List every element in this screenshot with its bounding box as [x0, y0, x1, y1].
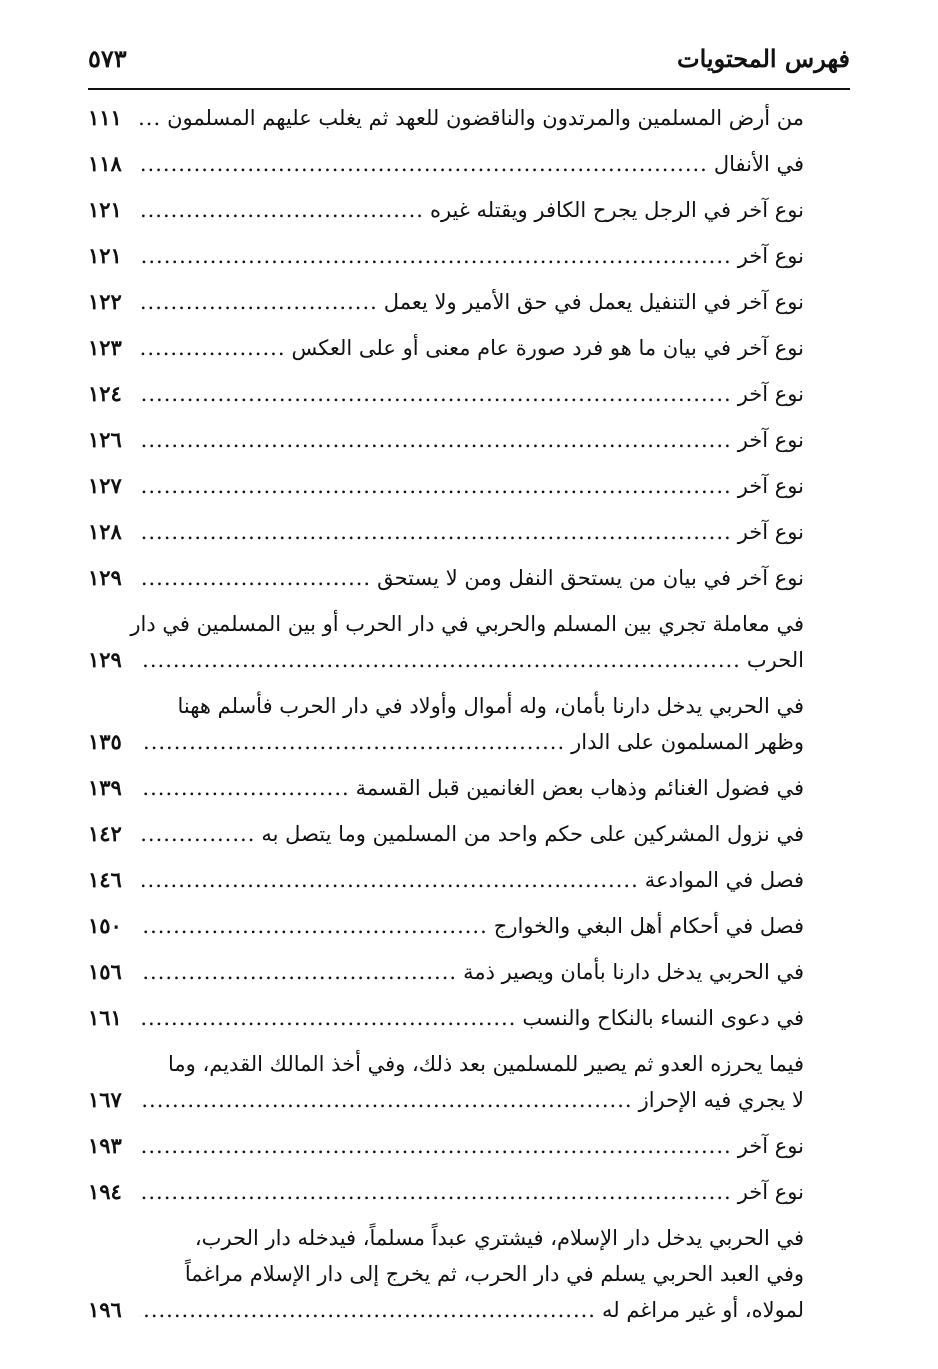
toc-entry: [88, 606, 804, 678]
toc-entry-title: نوع آخر: [737, 1134, 804, 1158]
running-title: فهرس المحتويات: [676, 44, 850, 73]
dot-leader: [140, 514, 732, 550]
toc-entry: [88, 770, 804, 806]
dot-leader: [140, 862, 639, 898]
dot-leader: [140, 1174, 732, 1210]
toc-page-number: ١٢٢: [88, 289, 122, 314]
toc-page-number: ١١١: [88, 105, 122, 130]
toc-page-number: ١٢٧: [88, 473, 122, 498]
toc-entry-title-row: [88, 770, 804, 806]
toc-entry-line: وفي العبد الحربي يسلم في دار الحرب، ثم يخرج إلى دار الإسلام مراغماً: [184, 1262, 804, 1286]
toc-entry: [88, 284, 804, 320]
dot-leader: [140, 376, 732, 412]
toc-entry-title-row: [88, 100, 804, 136]
toc-entry-title-row: [88, 376, 804, 412]
toc-page-number: ١٢٨: [88, 519, 122, 544]
toc-page-number: ١٦٧: [88, 1087, 122, 1112]
toc-entry: [88, 908, 804, 944]
toc-page-number: ١٥٦: [88, 959, 122, 984]
toc-entry-title: نوع آخر: [737, 428, 804, 452]
toc-entry-line: فيما يحرزه العدو ثم يصير للمسلمين بعد ذلك، وفي أخذ المالك القديم، وما: [168, 1052, 804, 1076]
toc-page-number: ١٢٩: [88, 647, 122, 672]
toc-entry: [88, 192, 804, 228]
dot-leader: [140, 1292, 596, 1328]
toc-entry-title: في نزول المشركين على حكم واحد من المسلمين وما يتصل به: [261, 822, 804, 846]
toc-entry: [88, 146, 804, 182]
toc-entry-title-row: [88, 642, 804, 678]
toc-entry-title-row: [88, 1128, 804, 1164]
dot-leader: [140, 908, 488, 944]
toc-page-number: ١٩٣: [88, 1133, 122, 1158]
toc-entry: [88, 514, 804, 550]
dot-leader: [140, 146, 708, 182]
toc-entry-title-row: [88, 1082, 804, 1118]
table-of-contents: [88, 100, 804, 1338]
toc-page-number: ١٤٦: [88, 867, 122, 892]
dot-leader: [140, 724, 565, 760]
toc-entry: [88, 330, 804, 366]
toc-entry-title-row: [88, 908, 804, 944]
toc-entry: [88, 560, 804, 596]
toc-page-number: ١٥٠: [88, 913, 122, 938]
dot-leader: [140, 642, 741, 678]
toc-entry-title-row: [88, 862, 804, 898]
dot-leader: [140, 1082, 633, 1118]
dot-leader: [140, 816, 255, 852]
dot-leader: [140, 330, 286, 366]
toc-entry-title-row: [88, 1000, 804, 1036]
toc-page-number: ١٢٩: [88, 565, 122, 590]
toc-entry-title-row: [88, 954, 804, 990]
toc-entry-title: في دعوى النساء بالنكاح والنسب: [522, 1006, 804, 1030]
toc-entry: [88, 688, 804, 760]
toc-entry-line: في الحربي يدخل دار الإسلام، فيشتري عبداً مسلماً، فيدخله دار الحرب،: [194, 1226, 804, 1250]
dot-leader: [140, 192, 424, 228]
toc-entry: [88, 954, 804, 990]
dot-leader: [140, 1000, 516, 1036]
toc-entry-title: فصل في الموادعة: [644, 868, 804, 892]
dot-leader: [140, 422, 732, 458]
toc-entry: [88, 100, 804, 136]
toc-page-number: ١٩٦: [88, 1297, 122, 1322]
toc-page-number: ١٢٦: [88, 427, 122, 452]
toc-page-number: ١١٨: [88, 151, 122, 176]
toc-entry-title: نوع آخر: [737, 382, 804, 406]
toc-entry: [88, 1128, 804, 1164]
toc-entry-title: نوع آخر: [737, 520, 804, 544]
dot-leader: [140, 560, 371, 596]
toc-entry-title-row: [88, 468, 804, 504]
page-number: ٥٧٣: [88, 44, 127, 73]
toc-entry-title: في الحربي يدخل دارنا بأمان ويصير ذمة: [463, 960, 804, 984]
toc-entry-title: في فضول الغنائم وذهاب بعض الغانمين قبل القسمة: [355, 776, 804, 800]
dot-leader: [140, 770, 350, 806]
toc-entry-title: فصل في أحكام أهل البغي والخوارج: [493, 914, 804, 938]
dot-leader: [140, 100, 161, 136]
toc-entry: [88, 1220, 804, 1328]
toc-page-number: ١٢١: [88, 197, 122, 222]
toc-entry-line: في الحربي يدخل دارنا بأمان، وله أموال وأولاد في دار الحرب فأسلم ههنا: [177, 694, 804, 718]
toc-entry-title: لمولاه، أو غير مراغم له: [601, 1298, 804, 1322]
dot-leader: [140, 284, 378, 320]
toc-entry-title-row: [88, 238, 804, 274]
dot-leader: [140, 954, 457, 990]
toc-page-number: ١٣٩: [88, 775, 122, 800]
toc-page-number: ١٣٥: [88, 729, 122, 754]
toc-entry-title-row: [88, 1292, 804, 1328]
toc-entry-title-row: [88, 724, 804, 760]
toc-entry-title-row: [88, 284, 804, 320]
toc-entry-title: نوع آخر: [737, 1180, 804, 1204]
toc-entry: [88, 862, 804, 898]
toc-entry-title: لا يجري فيه الإحراز: [638, 1088, 804, 1112]
toc-entry-title: نوع آخر في التنفيل يعمل في حق الأمير ولا يعمل: [383, 290, 804, 314]
toc-entry-title-row: [88, 422, 804, 458]
toc-page-number: ١٤٢: [88, 821, 122, 846]
toc-entry-title-row: [88, 1174, 804, 1210]
toc-entry-title-row: [88, 514, 804, 550]
toc-entry-title: نوع آخر: [737, 244, 804, 268]
toc-page-number: ١٦١: [88, 1005, 122, 1030]
toc-entry: [88, 1000, 804, 1036]
toc-entry: [88, 238, 804, 274]
dot-leader: [140, 468, 732, 504]
page-header: [88, 40, 850, 90]
toc-entry: [88, 468, 804, 504]
toc-entry-title: في الأنفال: [713, 152, 804, 176]
toc-page-number: ١٢٣: [88, 335, 122, 360]
toc-page-number: ١٢١: [88, 243, 122, 268]
toc-entry-title-row: [88, 560, 804, 596]
toc-entry-title: نوع آخر في بيان ما هو فرد صورة عام معنى أو على العكس: [291, 336, 804, 360]
toc-entry: [88, 422, 804, 458]
toc-entry: [88, 1046, 804, 1118]
toc-entry-title-row: [88, 330, 804, 366]
toc-entry: [88, 816, 804, 852]
toc-entry-title: الحرب: [746, 648, 804, 672]
toc-entry-title-row: [88, 146, 804, 182]
toc-entry-title: نوع آخر في الرجل يجرح الكافر ويقتله غيره: [429, 198, 804, 222]
toc-entry: [88, 376, 804, 412]
dot-leader: [140, 1128, 732, 1164]
toc-page-number: ١٢٤: [88, 381, 122, 406]
toc-entry-title: نوع آخر في بيان من يستحق النفل ومن لا يستحق: [377, 566, 804, 590]
toc-entry-title: وظهر المسلمون على الدار: [571, 730, 804, 754]
toc-entry-title: نوع آخر: [737, 474, 804, 498]
toc-page-number: ١٩٤: [88, 1179, 122, 1204]
toc-entry: [88, 1174, 804, 1210]
toc-entry-title-row: [88, 192, 804, 228]
toc-entry-title-row: [88, 816, 804, 852]
dot-leader: [140, 238, 732, 274]
toc-entry-line: في معاملة تجري بين المسلم والحربي في دار الحرب أو بين المسلمين في دار: [130, 612, 804, 636]
toc-entry-title: من أرض المسلمين والمرتدون والناقضون للعهد ثم يغلب عليهم المسلمون: [167, 106, 804, 130]
